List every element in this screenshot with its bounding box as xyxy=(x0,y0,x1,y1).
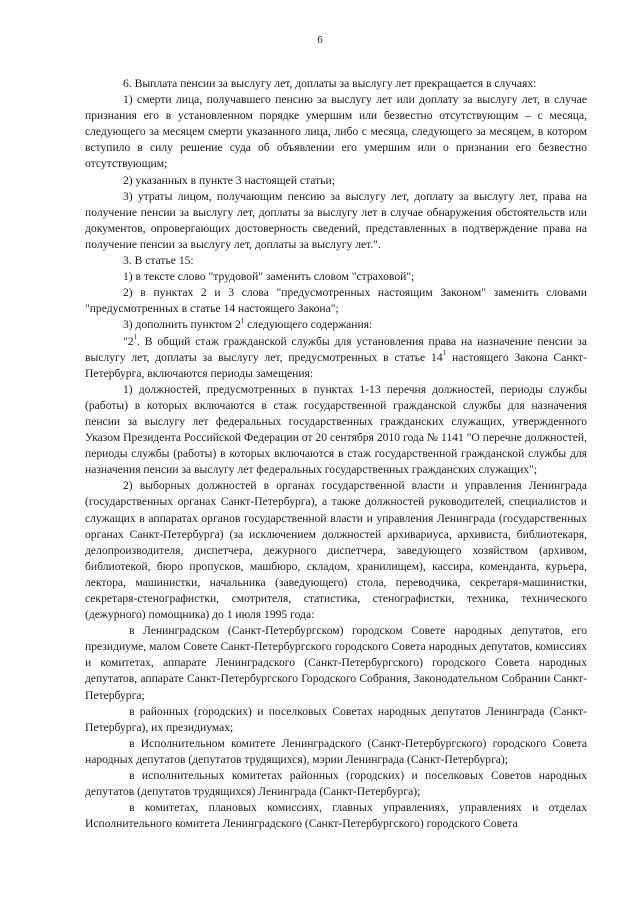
paragraph-6: 6. Выплата пенсии за выслугу лет, доплаты за выслугу лет прекращается в случаях: xyxy=(123,77,537,90)
paragraph-3-item-3 xyxy=(85,317,587,333)
paragraph-3-item-2: 2) в пунктах 2 и 3 слова "предусмотренных настоящим Законом" заменить словами "предусмотренных в статье 14 настоящего Закона"; xyxy=(85,286,587,316)
quoted-item-2-1 xyxy=(85,334,587,382)
body-executive-committee: в Исполнительном комитете Ленинградского (Санкт-Петербургского) городского Совета народных депутатов (депутатов трудящихся), мэрии Ленинграда (Санкт-Петербурга); xyxy=(85,736,587,766)
quoted-subitem-2: 2) выборных должностей в органах государственной власти и управления Ленинграда (государственных органах Санкт-Петербурга), а также должностей руководителей, специалистов и служащих в аппаратах органов государственной власти и управления Ленинграда (государственных органах Санкт-Петербурга) (за исключением должностей архивариуса, архивиста, библиотекаря, делопроизводителя, диспетчера, дежурного диспетчера, заведующего хозяйством (архивом, библиотекой, бюро пропусков, машбюро, складом, хранилищем), кассира, коменданта, курьера, лектора, машинистки, начальника (заведующего) стола, переводчика, секретаря-машинистки, секретаря-стенографистки, смотрителя, статистика, стенографистки, техника, технического (дежурного) помощника) до 1 июля 1995 года: xyxy=(85,479,587,622)
article-superscript: 1 xyxy=(442,348,447,357)
addition-superscript: 1 xyxy=(240,316,245,325)
paragraph-3-item-1: 1) в тексте слово "трудовой" заменить словом "страховой"; xyxy=(123,270,415,284)
body-district-councils: в районных (городских) и поселковых Советах народных депутатов Ленинграда (Санкт-Петербурга), их президиумах; xyxy=(85,704,587,734)
page-number: 6 xyxy=(317,34,323,46)
quote-open: "2 xyxy=(123,334,134,348)
quoted-subitem-1: 1) должностей, предусмотренных в пунктах 1-13 перечня должностей, периоды службы (работы) в которых включаются в стаж государственной гражданской службы для назначения пенсии за выслугу лет федеральных государственных гражданских служащих, утвержденного Указом Президента Российской Федерации от 20 сентября 2010 года № 1141 "О перечне должностей, периоды службы (работы) в которых включаются в стаж государственной гражданской службы для назначения пенсии за выслугу лет федеральных государственных гражданских служащих"; xyxy=(85,382,587,477)
addition-text: 3) дополнить пунктом 2 xyxy=(123,318,241,332)
quote-text: . В общий стаж гражданской службы для установления права на назначение пенсии за выслугу лет, доплаты за выслугу лет, предусмотренных в статье 14 xyxy=(85,334,587,364)
paragraph-6-item-1: 1) смерти лица, получавшего пенсию за выслугу лет или доплату за выслугу лет, в случае признания его в установленном порядке умершим или безвестно отсутствующим – с месяца, следующего за месяцем смерти указанного лица, либо с месяца, следующего за месяцем, в котором вступило в силу решение суда об объявлении его умершим или о признании его безвестно отсутствующим; xyxy=(85,93,587,171)
paragraph-6-item-3: 3) утраты лицом, получающим пенсию за выслугу лет, доплату за выслугу лет, права на получение пенсии за выслугу лет, доплаты за выслугу лет в случае обнаружения обстоятельств или документов, опровергающих достоверность сведений, представленных в подтверждение права на получение пенсии за выслугу лет, доплаты за выслугу лет.". xyxy=(85,189,587,251)
quote-text-end: настоящего Закона Санкт-Петербурга, включаются периоды замещения: xyxy=(85,350,587,380)
body-district-executive-committees: в исполнительных комитетах районных (городских) и поселковых Советов народных депутатов (депутатов трудящихся) Ленинграда (Санкт-Петербурга); xyxy=(85,769,587,799)
body-lensovet: в Ленинградском (Санкт-Петербургском) городском Совете народных депутатов, его президиуме, малом Совете Санкт-Петербургского городского Совета народных депутатов, комиссиях и комитетах, аппарате Ленинградского (Санкт-Петербургского) городского Совета народных депутатов, аппарате Санкт-Петербургского Городского Собрания, Законодательном Собрании Санкт-Петербурга; xyxy=(85,624,587,702)
addition-text-end: следующего содержания: xyxy=(244,318,373,332)
quote-superscript: 1 xyxy=(133,332,138,341)
paragraph-6-item-2: 2) указанных в пункте 3 настоящей статьи; xyxy=(123,173,335,187)
document-body xyxy=(85,76,587,832)
paragraph-3-article-15: 3. В статье 15: xyxy=(123,254,194,268)
body-committees-departments: в комитетах, плановых комиссиях, главных управлениях, управлениях и отделах Исполнительного комитета Ленинградского (Санкт-Петербургского) городского Совета xyxy=(85,801,587,831)
